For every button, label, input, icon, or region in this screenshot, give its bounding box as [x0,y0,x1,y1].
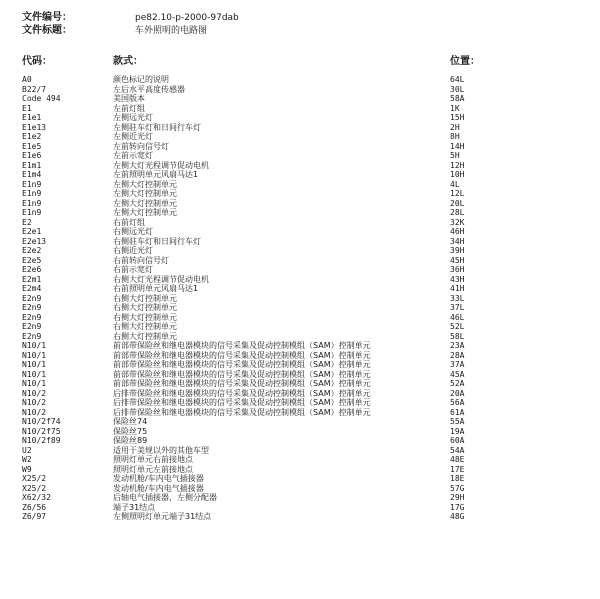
table-row [0,408,600,418]
row-code: E2n9 [22,312,42,322]
table-row [0,246,600,256]
table-row [0,294,600,304]
row-position: 19A [450,426,465,436]
row-description: 保险丝89 [113,436,148,445]
doc-number-value: pe82.10-p-2000-97dab [135,13,239,23]
row-code: N10/1 [22,369,47,379]
row-code: E2e6 [22,265,42,274]
row-description: 左侧驻车灯和日间行车灯 [113,122,201,132]
row-position: 57G [450,483,465,493]
row-description: 右侧驻车灯和日间行车灯 [113,236,201,246]
component-table [0,75,600,522]
table-row [0,142,600,152]
row-code: X25/2 [22,474,47,483]
row-code: X62/32 [22,493,51,502]
row-position: 56A [450,398,465,407]
row-description: 左侧远光灯 [113,113,153,122]
row-position: 20A [450,388,465,398]
row-code: E2n9 [22,293,42,303]
row-position: 39H [450,246,465,255]
row-description: 左前示宽灯 [113,151,153,160]
row-position: 32K [450,217,465,227]
row-position: 18E [450,474,465,483]
row-position: 58L [450,331,465,341]
row-description: 照明灯单元右前接地点 [113,455,193,464]
row-code: E2e5 [22,255,42,265]
table-row [0,237,600,247]
row-code: E1n9 [22,179,42,189]
row-code: E1m1 [22,160,42,170]
row-code: W2 [22,455,32,464]
row-code: E1e2 [22,132,42,141]
row-position: 43H [450,274,465,284]
row-position: 45H [450,255,465,265]
row-code: E2n9 [22,331,42,341]
table-row [0,256,600,266]
row-position: 20L [450,198,465,208]
row-description: 右侧大灯控制单元 [113,303,177,312]
table-row [0,427,600,437]
table-row [0,446,600,456]
row-position: 64L [450,75,465,84]
row-description: 左侧大灯控制单元 [113,179,177,189]
row-position: 41H [450,284,465,293]
row-position: 28A [450,350,465,360]
row-description: 左前转向信号灯 [113,141,169,151]
row-code: N10/1 [22,350,47,360]
row-position: 60A [450,436,465,445]
row-position: 46L [450,312,465,322]
row-position: 14H [450,141,465,151]
row-position: 34H [450,236,465,246]
table-row [0,218,600,228]
row-description: 后排带保险丝和继电器模块的信号采集及促动控制模组（SAM）控制单元 [113,407,371,417]
row-position: 58A [450,94,465,103]
row-code: E1n9 [22,208,42,217]
row-description: 前部带保险丝和继电器模块的信号采集及促动控制模组（SAM）控制单元 [113,379,371,388]
table-row [0,455,600,465]
row-position: 48E [450,455,465,464]
row-description: 左前灯组 [113,103,145,113]
row-code: N10/2 [22,388,47,398]
row-description: 美国版本 [113,94,145,103]
row-code: X25/2 [22,483,47,493]
row-description: 左侧大灯控制单元 [113,208,177,217]
row-description: 左侧照明灯单元端子31结点 [113,512,212,521]
table-row [0,265,600,275]
row-position: 55A [450,417,465,426]
row-description: 颜色标记的说明 [113,75,169,84]
table-row [0,370,600,380]
row-code: Code 494 [22,94,61,103]
row-description: 后排带保险丝和继电器模块的信号采集及促动控制模组（SAM）控制单元 [113,388,371,398]
row-code: E1e1 [22,113,42,122]
column-header-desc: 款式： [113,56,143,67]
table-row [0,351,600,361]
row-code: N10/2f74 [22,417,61,426]
row-position: 52L [450,322,465,331]
row-description: 右前转向信号灯 [113,255,169,265]
table-row [0,275,600,285]
row-code: E2e1 [22,227,42,236]
row-position: 30L [450,84,465,94]
row-description: 右侧远光灯 [113,227,153,236]
row-position: 36H [450,265,465,274]
row-code: B22/7 [22,84,47,94]
row-code: E2e13 [22,236,47,246]
row-code: E1e5 [22,141,42,151]
row-code: N10/2f75 [22,426,61,436]
row-position: 1K [450,103,460,113]
row-position: 37A [450,360,465,369]
row-description: 右侧大灯控制单元 [113,293,177,303]
row-description: 右侧大灯控制单元 [113,331,177,341]
row-code: E2m1 [22,274,42,284]
row-position: 8H [450,132,460,141]
row-position: 12H [450,160,465,170]
row-position: 48G [450,512,465,521]
table-row [0,474,600,484]
table-row [0,436,600,446]
table-row [0,484,600,494]
row-position: 4L [450,179,460,189]
row-description: 照明灯单元左前接地点 [113,464,193,474]
row-code: Z6/97 [22,512,47,521]
table-row [0,398,600,408]
table-row [0,284,600,294]
doc-title-label: 文件标题： [22,25,72,36]
table-row [0,465,600,475]
table-row [0,512,600,522]
row-code: E2m4 [22,284,42,293]
row-position: 12L [450,189,465,198]
row-code: E1 [22,103,32,113]
row-position: 46H [450,227,465,236]
row-description: 右侧大灯光程调节促动电机 [113,274,209,284]
row-position: 23A [450,341,465,350]
row-code: E2e2 [22,246,42,255]
row-position: 33L [450,293,465,303]
row-description: 左侧大灯控制单元 [113,198,177,208]
row-position: 17G [450,502,465,512]
row-description: 前部带保险丝和继电器模块的信号采集及促动控制模组（SAM）控制单元 [113,341,371,350]
row-code: W9 [22,464,32,474]
row-description: 发动机舱/车内电气插接器 [113,483,204,493]
table-row [0,313,600,323]
row-code: N10/1 [22,379,47,388]
row-code: E1m4 [22,170,42,179]
row-description: 左侧大灯光程调节促动电机 [113,160,209,170]
doc-number-label: 文件编号： [22,12,72,23]
row-description: 左后水平高度传感器 [113,84,185,94]
row-description: 适用于美规以外的其他车型 [113,445,209,455]
row-position: 45A [450,369,465,379]
row-description: 右前照明单元风扇马达1 [113,284,199,293]
row-description: 前部带保险丝和继电器模块的信号采集及促动控制模组（SAM）控制单元 [113,369,371,379]
table-row [0,503,600,513]
table-row [0,151,600,161]
row-description: 端子31结点 [113,502,156,512]
row-code: N10/1 [22,360,47,369]
table-row [0,322,600,332]
table-row [0,123,600,133]
table-row [0,493,600,503]
table-row [0,389,600,399]
table-row [0,161,600,171]
row-position: 61A [450,407,465,417]
table-row [0,379,600,389]
row-code: N10/2 [22,398,47,407]
table-row [0,85,600,95]
row-code: E1e13 [22,122,47,132]
row-description: 左前照明单元风扇马达1 [113,170,199,179]
column-header-pos: 位置： [450,56,480,67]
row-description: 发动机舱/车内电气插接器 [113,474,204,483]
row-description: 保险丝75 [113,426,148,436]
table-row [0,303,600,313]
row-description: 右前灯组 [113,217,145,227]
row-description: 右前示宽灯 [113,265,153,274]
row-position: 54A [450,445,465,455]
row-description: 前部带保险丝和继电器模块的信号采集及促动控制模组（SAM）控制单元 [113,360,371,369]
table-row [0,180,600,190]
table-row [0,189,600,199]
row-position: 29H [450,493,465,502]
table-row [0,75,600,85]
table-row [0,132,600,142]
row-position: 52A [450,379,465,388]
row-position: 10H [450,170,465,179]
table-row [0,417,600,427]
doc-title-value: 车外照明的电路图 [135,26,208,36]
row-code: N10/2f89 [22,436,61,445]
row-position: 15H [450,113,465,122]
row-code: E1n9 [22,189,42,198]
row-code: U2 [22,445,32,455]
row-description: 左侧大灯控制单元 [113,189,177,198]
row-position: 5H [450,151,460,160]
row-description: 右侧大灯控制单元 [113,322,177,331]
table-row [0,208,600,218]
row-position: 17E [450,464,465,474]
row-description: 后轴电气插接器，左侧分配器 [113,493,217,502]
row-description: 后排带保险丝和继电器模块的信号采集及促动控制模组（SAM）控制单元 [113,398,371,407]
row-description: 右侧近光灯 [113,246,153,255]
table-row [0,94,600,104]
row-code: Z6/56 [22,502,47,512]
table-row [0,341,600,351]
table-row [0,360,600,370]
row-code: N10/2 [22,407,47,417]
row-code: N10/1 [22,341,47,350]
table-row [0,332,600,342]
row-position: 28L [450,208,465,217]
row-description: 保险丝74 [113,417,148,426]
row-description: 前部带保险丝和继电器模块的信号采集及促动控制模组（SAM）控制单元 [113,350,371,360]
row-code: E1n9 [22,198,42,208]
row-description: 右侧大灯控制单元 [113,312,177,322]
table-row [0,170,600,180]
row-code: E2n9 [22,303,42,312]
table-row [0,199,600,209]
table-row [0,104,600,114]
row-position: 2H [450,122,460,132]
row-code: E2n9 [22,322,42,331]
row-code: E1e6 [22,151,42,160]
row-description: 左侧近光灯 [113,132,153,141]
row-code: E2 [22,217,32,227]
table-row [0,227,600,237]
table-row [0,113,600,123]
column-header-code: 代码： [22,56,52,67]
row-position: 37L [450,303,465,312]
row-code: A0 [22,75,32,84]
